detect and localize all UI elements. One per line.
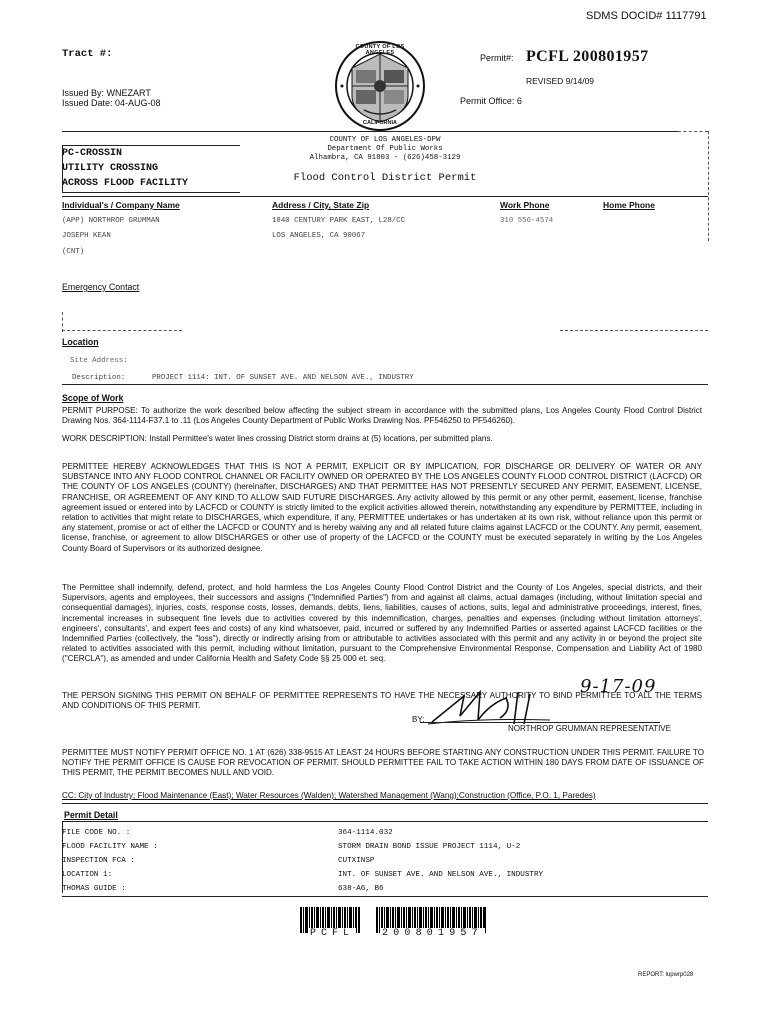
col-header-work-phone: Work Phone xyxy=(500,200,550,210)
issued-date: Issued Date: 04-AUG-08 xyxy=(62,98,161,108)
seal-top-text: COUNTY OF LOS ANGELES xyxy=(355,44,405,56)
location-heading: Location xyxy=(62,337,99,347)
tract-label: Tract #: xyxy=(62,48,113,60)
detail-value-inspection: CUTXINSP xyxy=(338,857,375,865)
detail-label-location: LOCATION 1: xyxy=(62,871,113,879)
agency-department: Department Of Public Works xyxy=(327,145,443,153)
permit-type-lines xyxy=(62,146,188,191)
permit-title: Flood Control District Permit xyxy=(293,172,477,184)
barcode-right-text: 200801957 xyxy=(382,928,483,939)
doc-id: SDMS DOCID# 1117791 xyxy=(586,10,707,22)
description-label: Description: xyxy=(72,374,126,382)
permit-type-line-2: UTILITY CROSSING xyxy=(62,163,159,174)
detail-value-facility-name: STORM DRAIN BOND ISSUE PROJECT 1114, U-2 xyxy=(338,843,521,851)
party-name-2: JOSEPH KEAN xyxy=(62,232,111,240)
detail-label-file-code: FILE CODE NO. : xyxy=(62,829,131,837)
representative-label: NORTHROP GRUMMAN REPRESENTATIVE xyxy=(508,724,671,733)
issued-by: Issued By: WNEZART xyxy=(62,88,151,98)
scope-heading: Scope of Work xyxy=(62,393,124,403)
detail-value-file-code: 364-1114.032 xyxy=(338,829,393,837)
permit-number-label: Permit#: xyxy=(480,53,514,63)
col-header-home-phone: Home Phone xyxy=(603,200,655,210)
permit-office: Permit Office: 6 xyxy=(460,96,522,106)
permit-type-line-1: PC-CROSSIN xyxy=(62,148,123,159)
permit-type-line-3: ACROSS FLOOD FACILITY xyxy=(62,178,189,189)
party-phone-1: 310 556-4574 xyxy=(500,217,554,225)
permit-detail-heading: Permit Detail xyxy=(64,810,118,820)
detail-label-thomas-guide: THOMAS GUIDE : xyxy=(62,885,126,893)
work-description: WORK DESCRIPTION: Install Permittee's water lines crossing District storm drains at (5) locations, per submitted plans. xyxy=(62,434,493,443)
agency-name: COUNTY OF LOS ANGELES-DPW xyxy=(329,136,441,144)
col-header-address: Address / City, State Zip xyxy=(272,200,370,210)
indemnity-paragraph: The Permittee shall indemnify, defend, protect, and hold harmless the Los Angeles County Flood Control District and the County of Los Angeles, special districts, and their Supervisors, agents and employees, their successors and assigns ("Indemnified Parties") from and against all claims, actual damages (including, without limitation special and consequential damages), injuries, costs, response costs, losses, demands, debts, liens, liabilities, causes of actions, suits, legal and administrative proceedings, interest, fines, incremental increases in subsequent fine levels due to activities covered by this indemnification, charges, penalties and expenses (including without limitation attorneys', engineers', consultants', and expert fees and costs) of any kind whatsoever, paid, incurred or suffered by any Indemnified Parties or asserted against LACFCD facilities or the Indemnified Parties (collectively, the "loss"), directly or indirectly arising from or attributable to activities associated with this permit and any activity in or beyond the project site related to activities associated with this permit, including without limitation, pursuant to the Comprehensive Environmental Response, Compensation and Liability Act of 1980 ("CERCLA"), as amended and under California Health and Safety Code §§ 25 000 et. seq. xyxy=(62,583,702,664)
detail-value-location: INT. OF SUNSET AVE. AND NELSON AVE., INDUSTRY xyxy=(338,871,544,879)
location-description: PROJECT 1114: INT. OF SUNSET AVE. AND NELSON AVE., INDUSTRY xyxy=(152,374,414,382)
county-seal-icon xyxy=(334,40,426,132)
permit-purpose: PERMIT PURPOSE: To authorize the work described below affecting the subject stream in accordance with the submitted plans, Los Angeles County Flood Control District Drawing Nos. 364-1114-F37.1 to .11 (Los Angeles County Department of Public Works Drawing Nos. PF546250 to PF546260). xyxy=(62,406,702,426)
signature-date: 9-17-09 xyxy=(580,676,657,697)
site-address-label: Site Address: xyxy=(70,357,128,365)
cc-list: CC: City of Industry; Flood Maintenance (East); Water Resources (Walden); Watershed Management (Wang);Construction (Office, P.O. 1, Paredes) xyxy=(62,791,596,800)
by-label: BY: xyxy=(412,715,425,724)
acknowledgement-paragraph: PERMITTEE HEREBY ACKNOWLEDGES THAT THIS IS NOT A PERMIT, EXPLICIT OR BY IMPLICATION, FOR DISCHARGE OR DELIVERY OF WATER OR ANY SUBSTANCE INTO ANY FLOOD CONTROL CHANNEL OR FACILITY OWNED OR OPERATED BY THE LOS ANGELES COUNTY FLOOD CONTROL DISTRICT (LACFCD) OR THE COUNTY OF LOS ANGELES (COUNTY) (hereinafter, DISCHARGES) AND THAT PERMITTEE HAS NOT PRESENTLY SECURED ANY PERMIT, EASEMENT, LICENSE, FRANCHISE, OR AGREEMENT OF ANY KIND TO ALLOW SAID FUTURE DISCHARGES. Any activity allowed by this permit or any other permit, easement, license, franchise agreement issued or entered into by LACFCD or COUNTY is strictly limited to the explicit activities allowed therein, notwithstanding any expenditure by PERMITTEE, including in relation to activities that might relate to DISCHARGES, which expenditure, if any, PERMITTEE undertakes or has undertaken at its own risk, without reliance upon this permit or any statement, promise or act of either the LACFCD or COUNTY and is hereby waiving any and all related future claims against LACFCD or the COUNTY. Any permit, easement, license, franchise, or agreement to allow DISCHARGES or other use of property of the LACFCD or the COUNTY must be executed separately in writing by the Los Angeles County Board of Supervisors or its authorized designee. xyxy=(62,462,702,553)
revised-date: REVISED 9/14/09 xyxy=(526,76,595,86)
party-address-2: LOS ANGELES, CA 90067 xyxy=(272,232,366,240)
signing-paragraph: THE PERSON SIGNING THIS PERMIT ON BEHALF OF PERMITTEE REPRESENTS TO HAVE THE NECESSARY AUTHORITY TO BIND PERMITTEE TO ALL THE TERMS AND CONDITIONS OF THIS PERMIT. xyxy=(62,691,702,711)
col-header-individual: Individual's / Company Name xyxy=(62,200,180,210)
report-id: REPORT: lupwrp028 xyxy=(638,972,694,978)
permit-number: PCFL 200801957 xyxy=(526,48,649,65)
notify-paragraph: PERMITTEE MUST NOTIFY PERMIT OFFICE NO. 1 AT (626) 338-9515 AT LEAST 24 HOURS BEFORE STARTING ANY CONSTRUCTION UNDER THIS PERMIT. FAILURE TO NOTIFY THE PERMIT OFFICE IS CAUSE FOR REVOCATION OF PERMIT. SHOULD PERMITTEE FAIL TO TAKE ACTION WITHIN 180 DAYS FROM DATE OF ISSUANCE OF THIS PERMIT, THE PERMIT BECOMES NULL AND VOID. xyxy=(62,748,704,778)
barcode-left-text: PCFL xyxy=(310,928,355,939)
party-name-1: (APP) NORTHROP GRUMMAN xyxy=(62,217,160,225)
detail-label-facility-name: FLOOD FACILITY NAME : xyxy=(62,843,158,851)
agency-block xyxy=(260,136,510,163)
party-name-3: (CNT) xyxy=(62,248,85,256)
party-address-1: 1840 CENTURY PARK EAST, L28/CC xyxy=(272,217,406,225)
emergency-heading: Emergency Contact xyxy=(62,282,140,292)
detail-value-thomas-guide: 638-A6, B6 xyxy=(338,885,384,893)
detail-label-inspection: INSPECTION FCA : xyxy=(62,857,135,865)
seal-bottom-text: CALIFORNIA xyxy=(363,120,397,126)
agency-address: Alhambra, CA 91803 - (626)458-3129 xyxy=(309,154,461,162)
